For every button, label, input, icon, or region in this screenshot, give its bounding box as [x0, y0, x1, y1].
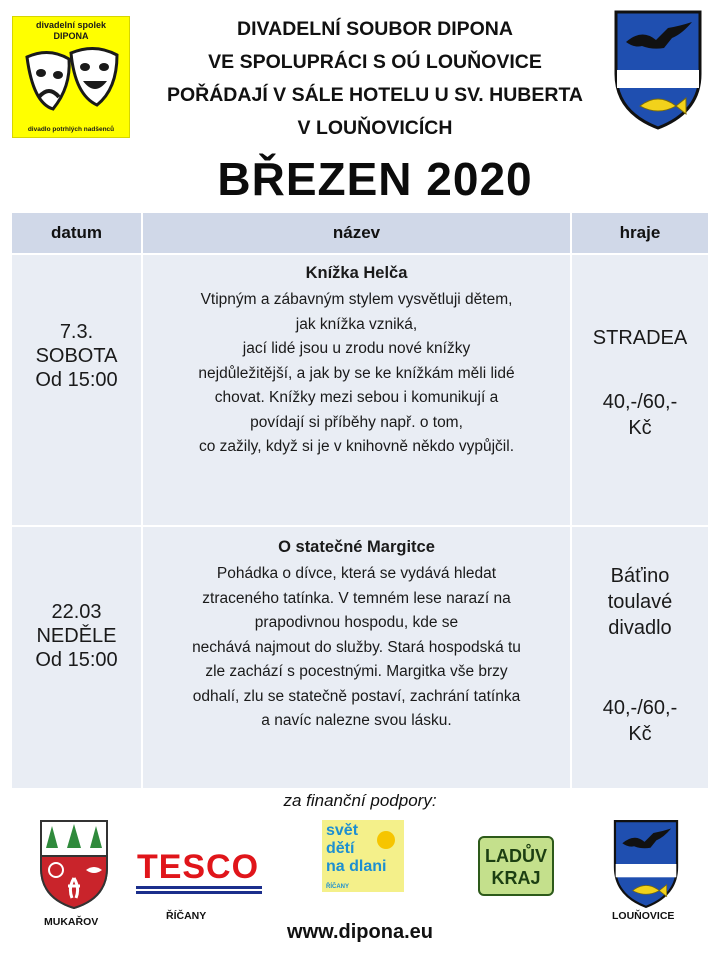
sun-icon [376, 830, 396, 850]
logo-line-2: DIPONA [53, 31, 89, 41]
price-value: 40,-/60,- [602, 391, 678, 413]
description-line: nejdůležitější, a jak by se ke knížkám měli lidé [198, 364, 515, 382]
row-divider [12, 253, 708, 255]
header-line-4: V LOUŇOVICÍCH [297, 117, 453, 139]
description-line: nechává najmout do služby. Stará hospodská tu [192, 638, 521, 656]
dipona-logo [12, 16, 130, 138]
support-caption: za finanční podpory: [283, 791, 437, 810]
event-time: Od 15:00 [35, 649, 118, 671]
event-price [572, 389, 708, 441]
website-link[interactable]: www.dipona.eu [287, 921, 433, 943]
description-line: Vtipným a zábavným stylem vysvětluji dětem, [200, 291, 513, 308]
event-description [143, 562, 570, 734]
event-time: Od 15:00 [35, 369, 118, 391]
laduv-line-1: LADŮV [485, 846, 547, 866]
description-line: ztraceného tatínka. V temném lese narazí na [202, 589, 511, 607]
logo-line-1: divadelní spolek [35, 20, 107, 30]
tesco-logo: TESCO [136, 848, 260, 886]
svet-line-1: svět [326, 822, 359, 839]
price-currency: Kč [628, 417, 652, 439]
ricany-label: ŘÍČANY [166, 910, 207, 922]
lounovice-crest-small-icon [612, 818, 680, 910]
price-currency: Kč [628, 723, 652, 745]
description-line: Pohádka o dívce, která se vydává hledat [216, 565, 497, 582]
description-line: povídají si příběhy např. o tom, [250, 413, 463, 431]
theatre-masks-icon [19, 43, 125, 119]
svet-line-3: na dlani [326, 858, 387, 875]
event-price [572, 695, 708, 747]
lounovice-label: LOUŇOVICE [612, 910, 675, 922]
description-line: odhalí, zlu se statečně postaví, zachrání tatínka [192, 687, 521, 705]
event-day: 22.03 [51, 601, 102, 623]
event-performer [572, 325, 708, 351]
price-value: 40,-/60,- [602, 697, 678, 719]
event-performer [572, 563, 708, 641]
event-weekday: SOBOTA [35, 345, 118, 367]
logo-tagline: divadlo potrhlých nadšenců [27, 126, 115, 133]
performer-line: Báťino [610, 565, 670, 587]
column-header-title: název [143, 213, 570, 253]
svet-subtitle: ŘÍČANY [326, 884, 350, 890]
laduv-line-2: KRAJ [491, 868, 541, 888]
description-line: jak knížka vzniká, [295, 315, 418, 333]
event-title: O statečné Margitce [278, 538, 435, 556]
description-line: co zažily, když si je v knihovně někdo vypůjčil. [198, 438, 515, 455]
performer-line: divadlo [608, 617, 672, 639]
svet-line-2: dětí [326, 840, 355, 857]
description-line: jací lidé jsou u zrodu nové knížky [242, 340, 471, 357]
event-day: 7.3. [59, 321, 94, 343]
description-line: zle zachází s pocestnými. Margitka vše brzy [205, 663, 508, 680]
header-line-2: VE SPOLUPRÁCI S OÚ LOUŇOVICE [208, 51, 542, 73]
tesco-underline [136, 886, 262, 896]
event-description [143, 288, 570, 460]
description-line: prapodivnou hospodu, kde se [254, 614, 459, 631]
column-header-performer: hraje [572, 213, 708, 253]
laduv-kraj-logo [478, 836, 554, 896]
mukarov-crest-icon [38, 818, 110, 910]
header-line-3: POŘÁDAJÍ V SÁLE HOTELU U SV. HUBERTA [166, 84, 584, 106]
event-date [12, 320, 141, 392]
performer-line: toulavé [607, 591, 673, 613]
column-header-date: datum [12, 213, 141, 253]
svet-deti-logo [322, 820, 404, 892]
header-line-1: DIVADELNÍ SOUBOR DIPONA [237, 18, 513, 40]
event-title: Knížka Helča [305, 264, 408, 282]
performer-line: STRADEA [592, 327, 688, 349]
description-line: chovat. Knížky mezi sebou i komunikují a [214, 389, 499, 406]
program-table [12, 213, 708, 788]
mukarov-label: MUKAŘOV [44, 916, 99, 928]
row-divider [12, 525, 708, 527]
description-line: a navíc nalezne svou lásku. [261, 712, 452, 729]
event-weekday: NEDĚLE [36, 625, 117, 647]
month-title: BŘEZEN 2020 [217, 153, 533, 205]
lounovice-crest-icon [612, 8, 704, 132]
event-date [12, 600, 141, 672]
